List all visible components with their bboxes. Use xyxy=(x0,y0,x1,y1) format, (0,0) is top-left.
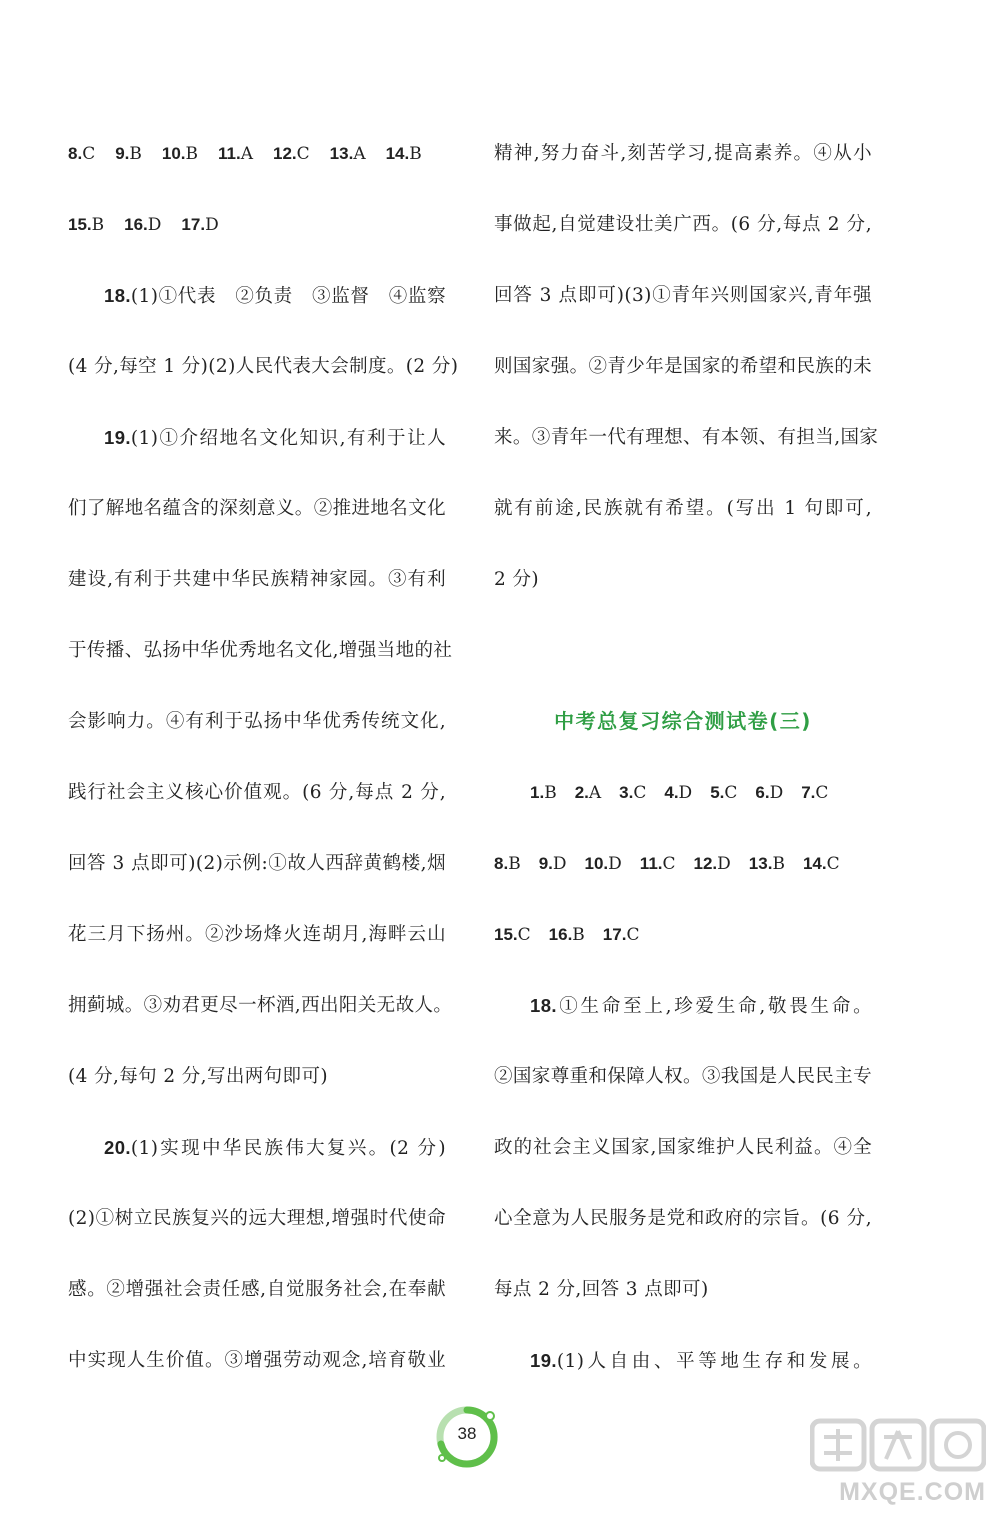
mc-question-number: 17. xyxy=(181,215,206,234)
mc-answer xyxy=(575,783,601,803)
mc-question-number: 15. xyxy=(68,215,92,234)
mc-answer xyxy=(694,854,731,874)
watermark-logo-icon xyxy=(810,1415,986,1475)
mc-question-number: 5. xyxy=(710,783,725,802)
mc-answer xyxy=(330,144,366,164)
mc-answer xyxy=(640,854,676,874)
q18-line-1: 18.(1)①代表 ②负责 ③监督 ④监察 xyxy=(104,285,446,307)
q18-text-line: 政的社会主义国家,国家维护人民利益。④全 xyxy=(494,1137,872,1158)
q19-text-line: 会影响力。④有利于弘扬中华优秀传统文化, xyxy=(68,711,446,732)
mc-answer-letter: B xyxy=(91,215,105,235)
mc-answer-letter: B xyxy=(772,854,785,874)
mc-question-number: 13. xyxy=(329,144,354,163)
mc-answer-letter: C xyxy=(826,854,840,874)
continuation-line: 来。③青年一代有理想、有本领、有担当,国家 xyxy=(494,427,879,448)
mc-answer-letter: B xyxy=(508,854,521,874)
mc-answer-letter: C xyxy=(662,854,676,874)
q18-number: 18. xyxy=(530,995,557,1016)
q18-text-line: ②国家尊重和保障人权。③我国是人民民主专 xyxy=(494,1066,873,1087)
q18-text-line: 心全意为人民服务是党和政府的宗旨。(6 分, xyxy=(494,1208,872,1229)
mc-question-number: 11. xyxy=(639,854,663,873)
mc-question-number: 14. xyxy=(802,854,827,873)
q18-line-2: (4 分,每空 1 分)(2)人民代表大会制度。(2 分) xyxy=(68,356,459,377)
mc-answer xyxy=(801,783,828,803)
mc-answer xyxy=(749,854,785,874)
mc-answer xyxy=(68,215,104,235)
q20-text-line: 感。②增强社会责任感,自觉服务社会,在奉献 xyxy=(68,1279,446,1300)
mc-question-number: 12. xyxy=(693,854,718,873)
mc-answer-letter: B xyxy=(572,925,585,945)
mc-answers-1-7 xyxy=(494,757,872,828)
q19-text-line: (4 分,每句 2 分,写出两句即可) xyxy=(68,1066,328,1087)
q19-text-line: 建设,有利于共建中华民族精神家园。③有利 xyxy=(68,569,446,590)
mc-question-number: 13. xyxy=(748,854,773,873)
mc-answer xyxy=(494,854,521,874)
mc-answer xyxy=(619,783,646,803)
mc-question-number: 10. xyxy=(584,854,609,873)
mc-answer xyxy=(710,783,737,803)
mc-answer-letter: D xyxy=(552,854,567,874)
mc-question-number: 7. xyxy=(801,783,816,802)
mc-answer-letter: B xyxy=(544,783,557,803)
mc-answers-15-17 xyxy=(68,189,446,260)
mc-answer xyxy=(494,925,531,945)
mc-answer-letter: D xyxy=(769,783,784,803)
q19-text-line: 回答 3 点即可)(2)示例:①故人西辞黄鹤楼,烟 xyxy=(68,853,446,874)
mc-answer xyxy=(549,925,585,945)
mc-answer xyxy=(218,144,253,164)
mc-question-number: 17. xyxy=(602,925,627,944)
mc-question-number: 8. xyxy=(68,144,83,163)
q19-number: 19. xyxy=(104,427,131,448)
q20-text-line: (2)①树立民族复兴的远大理想,增强时代使命 xyxy=(68,1208,446,1229)
mc-answer xyxy=(386,144,422,164)
mc-answer xyxy=(603,925,640,945)
mc-answer-letter: D xyxy=(678,783,693,803)
mc-answer-letter: D xyxy=(205,215,219,235)
mc-answer xyxy=(585,854,622,874)
q18-text-line: 每点 2 分,回答 3 点即可) xyxy=(494,1279,709,1300)
q20-line-1: 20.(1)实现中华民族伟大复兴。(2 分) xyxy=(104,1137,446,1159)
continuation-line: 事做起,自觉建设壮美广西。(6 分,每点 2 分, xyxy=(494,214,872,235)
mc-answer-letter: C xyxy=(82,144,96,164)
q19-number: 19. xyxy=(530,1350,557,1371)
mc-answer xyxy=(755,783,783,803)
mc-question-number: 1. xyxy=(530,783,545,802)
mc-answer-letter: D xyxy=(147,215,162,235)
q18-line-1: 18.①生命至上,珍爱生命,敬畏生命。 xyxy=(530,995,872,1017)
mc-answer-letter: C xyxy=(724,783,738,803)
mc-question-number: 6. xyxy=(755,783,770,802)
q19-line-1: 19.(1)①介绍地名文化知识,有利于让人 xyxy=(104,427,446,449)
mc-answer xyxy=(530,783,557,803)
mc-question-number: 16. xyxy=(548,925,573,944)
mc-question-number: 12. xyxy=(273,144,297,163)
mc-question-number: 8. xyxy=(494,854,509,873)
mc-answer-letter: C xyxy=(633,783,647,803)
mc-question-number: 3. xyxy=(619,783,634,802)
mc-answer-letter: A xyxy=(588,783,602,803)
mc-answers-15-17 xyxy=(494,899,872,970)
mc-question-number: 4. xyxy=(664,783,679,802)
right-column xyxy=(494,118,879,1396)
continuation-line: 则国家强。②青少年是国家的希望和民族的未 xyxy=(494,356,873,377)
mc-answer-letter: A xyxy=(240,144,254,164)
page-number: 38 xyxy=(457,1424,477,1443)
q19-text-line: 花三月下扬州。②沙场烽火连胡月,海畔云山 xyxy=(68,924,446,945)
mc-answer xyxy=(68,144,95,164)
q19-text-line: 们了解地名蕴含的深刻意义。②推进地名文化 xyxy=(68,498,447,519)
mc-answers-8-14 xyxy=(494,828,872,899)
mc-answers-8-14 xyxy=(68,118,446,189)
mc-answer-letter: B xyxy=(185,144,199,164)
mc-answer-letter: D xyxy=(608,854,622,874)
mc-question-number: 2. xyxy=(574,783,589,802)
mc-answer xyxy=(273,144,310,164)
mc-question-number: 9. xyxy=(115,144,130,163)
mc-answer-letter: D xyxy=(717,854,731,874)
mc-answer xyxy=(115,144,142,164)
mc-answer-letter: B xyxy=(129,144,142,164)
left-column xyxy=(68,118,459,1396)
continuation-line: 2 分) xyxy=(494,569,539,590)
continuation-line: 回答 3 点即可)(3)①青年兴则国家兴,青年强 xyxy=(494,285,872,306)
mc-answer xyxy=(664,783,692,803)
mc-answer xyxy=(124,215,161,235)
mc-question-number: 9. xyxy=(538,854,553,873)
mc-answer-letter: A xyxy=(353,144,366,164)
mc-answer-letter: B xyxy=(409,144,422,164)
mc-question-number: 10. xyxy=(161,144,186,163)
mc-answer xyxy=(181,215,218,235)
mc-answer-letter: C xyxy=(626,925,640,945)
q19-text-line: 践行社会主义核心价值观。(6 分,每点 2 分, xyxy=(68,782,446,803)
section-title: 中考总复习综合测试卷(三) xyxy=(554,709,812,733)
continuation-line: 就有前途,民族就有希望。(写出 1 句即可, xyxy=(494,498,872,519)
mc-answer xyxy=(803,854,840,874)
watermark-text: MXQE.COM xyxy=(839,1478,986,1506)
mc-answer xyxy=(162,144,198,164)
q18-number: 18. xyxy=(104,285,131,306)
q19-text-line: 于传播、弘扬中华优秀地名文化,增强当地的社 xyxy=(68,640,453,661)
q20-number: 20. xyxy=(104,1137,131,1158)
q19-text-line: 拥蓟城。③劝君更尽一杯酒,西出阳关无故人。 xyxy=(68,995,453,1016)
mc-answer-letter: C xyxy=(517,925,531,945)
mc-answer-letter: C xyxy=(815,783,829,803)
mc-question-number: 14. xyxy=(385,144,410,163)
mc-question-number: 11. xyxy=(218,144,241,163)
continuation-line: 精神,努力奋斗,刻苦学习,提高素养。④从小 xyxy=(494,143,872,164)
mc-question-number: 15. xyxy=(494,925,518,944)
q20-text-line: 中实现人生价值。③增强劳动观念,培育敬业 xyxy=(68,1350,446,1371)
mc-answer xyxy=(539,854,567,874)
watermark xyxy=(810,1415,986,1507)
mc-answer-letter: C xyxy=(296,144,310,164)
q19-line-1: 19.(1)人自由、平等地生存和发展。 xyxy=(530,1350,872,1372)
page-number-badge xyxy=(432,1402,502,1472)
mc-question-number: 16. xyxy=(124,215,148,234)
